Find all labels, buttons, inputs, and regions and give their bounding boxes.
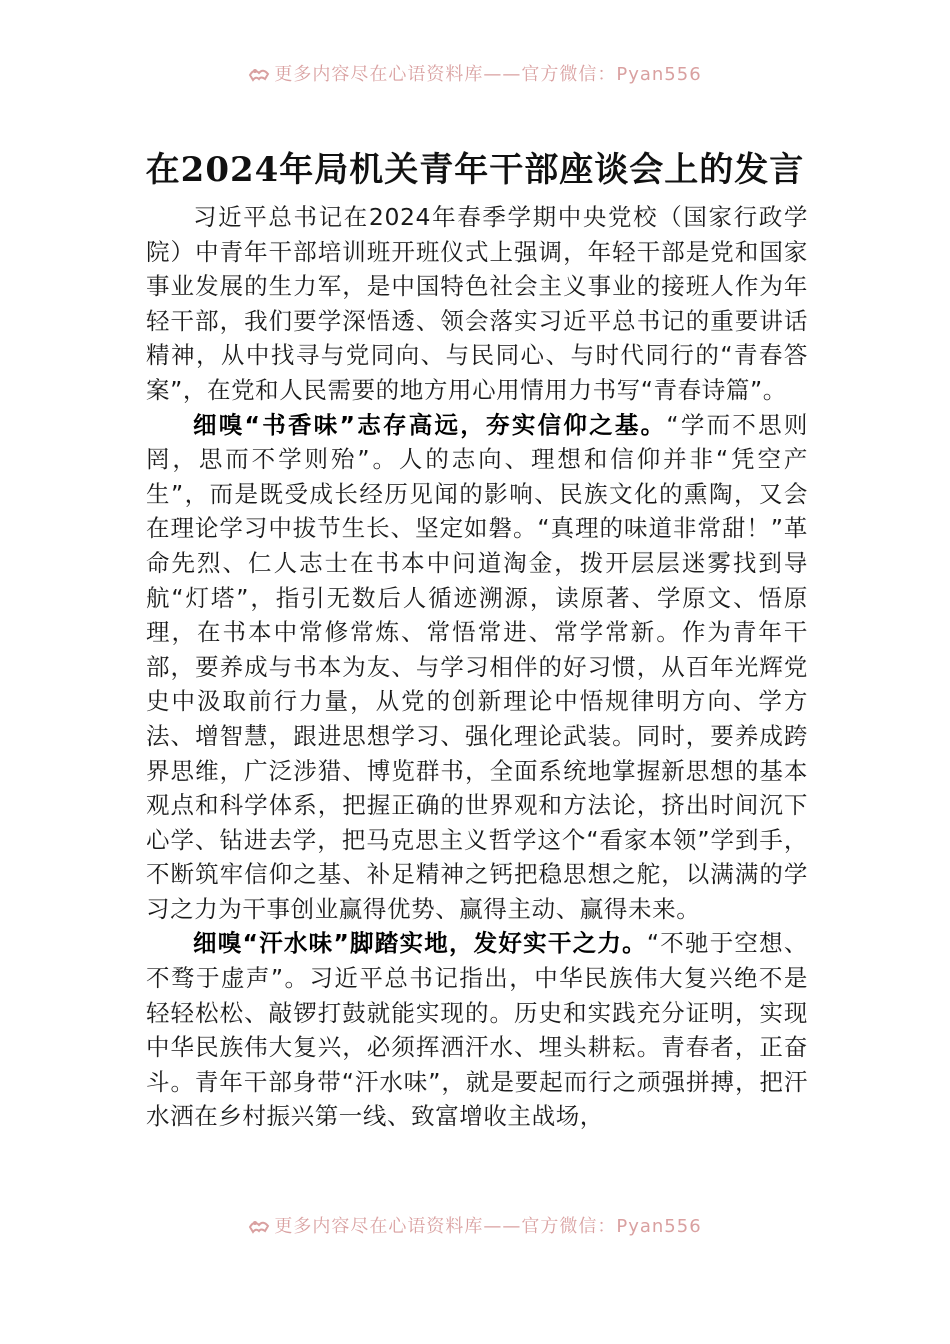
watermark-footer (0, 1212, 950, 1238)
page-title: 在2024年局机关青年干部座谈会上的发言 (145, 150, 805, 190)
paragraph-intro (146, 200, 808, 408)
paragraph-sweat (146, 926, 808, 1134)
paragraph-lead: 细嗅“书香味”志存高远，夯实信仰之基。 (193, 410, 667, 439)
paragraph-text: “学而不思则罔，思而不学则殆”。人的志向、理想和信仰并非“凭空产生”，而是既受成长经历见闻的影响、民族文化的熏陶，又会在理论学习中拔节生长、坚定如磐。“真理的味道非常甜！”革命先烈、仁人志士在书本中问道淘金，拨开层层迷雾找到导航“灯塔”，指引无数后人循迹溯源，读原著、学原文、悟原理，在书本中常修常炼、常悟常进、常学常新。作为青年干部，要养成与书本为友、与学习相伴的好习惯，从百年光辉党史中汲取前行力量，从党的创新理论中悟规律明方向、学方法、增智慧，跟进思想学习、强化理论武装。同时，要养成跨界思维，广泛涉猎、博览群书，全面系统地掌握新思想的基本观点和科学体系，把握正确的世界观和方法论，挤出时间沉下心学、钻进去学，把马克思主义哲学这个“看家本领”学到手，不断筑牢信仰之基、补足精神之钙把稳思想之舵，以满满的学习之力为干事创业赢得优势、赢得主动、赢得未来。 (146, 410, 808, 923)
watermark-text: 更多内容尽在心语资料库——官方微信：Pyan556 (274, 64, 702, 85)
watermark-header (0, 60, 950, 86)
paragraph-book-fragrance (146, 408, 808, 927)
paragraph-lead: 细嗅“汗水味”脚踏实地，发好实干之力。 (193, 929, 647, 958)
document-body (146, 200, 808, 1134)
handshake-logo-icon (248, 65, 270, 83)
handshake-logo-icon (248, 1217, 270, 1235)
paragraph-text: 习近平总书记在2024年春季学期中央党校（国家行政学院）中青年干部培训班开班仪式上强调，年轻干部是党和国家事业发展的生力军，是中国特色社会主义事业的接班人作为年轻干部，我们要学深悟透、领会落实习近平总书记的重要讲话精神，从中找寻与党同向、与民同心、与时代同行的“青春答案”，在党和人民需要的地方用心用情用力书写“青春诗篇”。 (146, 203, 808, 404)
watermark-text: 更多内容尽在心语资料库——官方微信：Pyan556 (274, 1216, 702, 1237)
paragraph-text: “不驰于空想、不骛于虚声”。习近平总书记指出，中华民族伟大复兴绝不是轻轻松松、敲锣打鼓就能实现的。历史和实践充分证明，实现中华民族伟大复兴，必须挥洒汗水、埋头耕耘。青春者，正奋斗。青年干部身带“汗水味”，就是要起而行之顽强拼搏，把汗水洒在乡村振兴第一线、致富增收主战场， (146, 929, 809, 1131)
